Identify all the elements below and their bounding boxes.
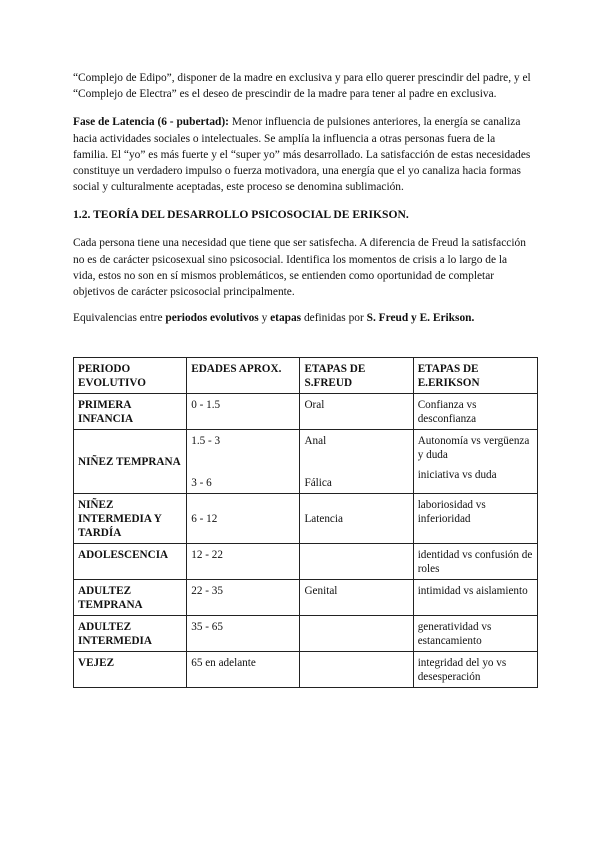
cell-erikson [413, 430, 537, 494]
cell-ages: 35 - 65 [187, 616, 300, 652]
cell-period: PRIMERA INFANCIA [74, 394, 187, 430]
paragraph-latencia [73, 114, 531, 195]
cell-freud-line2: Fálica [304, 477, 332, 490]
cell-erikson: intimidad vs aislamiento [413, 580, 537, 616]
cell-ages: 6 - 12 [187, 494, 300, 544]
cell-period: ADULTEZ INTERMEDIA [74, 616, 187, 652]
cell-ages-line2: 3 - 6 [191, 477, 212, 490]
cell-period: VEJEZ [74, 652, 187, 688]
paragraph-erikson: Cada persona tiene una necesidad que tiene que ser satisfecha. A diferencia de Freud la satisfacción no es de carácter psicosexual sino psicosocial. Identifica los momentos de crisis a lo largo de la vida, estos no son en sí mismos problemáticos, se entienden como oportunidad de completar objetivos de carácter psicosocial principalmente. [73, 237, 526, 299]
table-row [74, 616, 538, 652]
paragraph-equivalencias [73, 310, 531, 326]
cell-period: NIÑEZ TEMPRANA [74, 430, 187, 494]
cell-erikson-line1: Autonomía vs vergüenza y duda [417, 435, 530, 462]
cell-ages: 65 en adelante [187, 652, 300, 688]
equivalencias-table [73, 357, 538, 688]
cell-period: ADOLESCENCIA [74, 544, 187, 580]
cell-freud [300, 652, 413, 688]
cell-freud [300, 430, 413, 494]
header-edades: EDADES APROX. [187, 358, 300, 394]
cell-freud [300, 616, 413, 652]
table-row [74, 580, 538, 616]
cell-erikson: identidad vs confusión de roles [413, 544, 537, 580]
table-row [74, 394, 538, 430]
cell-freud: Oral [300, 394, 413, 430]
header-freud: ETAPAS DE S.FREUD [300, 358, 413, 394]
cell-freud: Latencia [300, 494, 413, 544]
cell-freud [300, 544, 413, 580]
cell-erikson-line2: iniciativa vs duda [417, 469, 497, 482]
cell-erikson: integridad del yo vs desesperación [413, 652, 537, 688]
cell-freud: Genital [300, 580, 413, 616]
equiv-text-e: definidas por [301, 312, 367, 325]
table-header-row [74, 358, 538, 394]
paragraph-edipo: “Complejo de Edipo”, disponer de la madre en exclusiva y para ello querer prescindir del padre, y el “Complejo de Electra” es el deseo de prescindir de la madre para tener al padre en exclusiva. [73, 72, 531, 101]
cell-ages-line1: 1.5 - 3 [191, 435, 221, 448]
cell-period: NIÑEZ INTERMEDIA Y TARDÍA [74, 494, 187, 544]
table-row [74, 544, 538, 580]
table-row [74, 430, 538, 494]
latencia-text: Menor influencia de pulsiones anteriores, la energía se canaliza hacia actividades sociales o intelectuales. Se amplía la influencia a otras personas fuera de la familia. El “yo” es más fuerte y el “super yo” más desarrollado. La satisfacción de estas necesidades constituye un verdadero impulso o fuerza motivadora, una energía que el yo canaliza hacia formas social y culturalmente aceptadas, este proceso se denomina sublimación. [73, 116, 531, 194]
cell-erikson: laboriosidad vs inferioridad [413, 494, 537, 544]
latencia-label: Fase de Latencia (6 - pubertad): [73, 116, 229, 129]
cell-ages: 0 - 1.5 [187, 394, 300, 430]
table-row [74, 494, 538, 544]
header-periodo: PERIODO EVOLUTIVO [74, 358, 187, 394]
cell-ages: 12 - 22 [187, 544, 300, 580]
cell-erikson: generatividad vs estancamiento [413, 616, 537, 652]
equiv-bold-authors: S. Freud y E. Erikson. [366, 312, 475, 325]
header-erikson: ETAPAS DE E.ERIKSON [413, 358, 537, 394]
cell-freud-line1: Anal [304, 435, 327, 448]
equiv-bold-etapas: etapas [270, 312, 302, 325]
document-page [73, 70, 531, 688]
section-heading: 1.2. TEORÍA DEL DESARROLLO PSICOSOCIAL DE ERIKSON. [73, 208, 409, 222]
table-row [74, 652, 538, 688]
equiv-text-a: Equivalencias entre [73, 312, 166, 325]
cell-ages [187, 430, 300, 494]
equiv-text-c: y [258, 312, 271, 325]
cell-period: ADULTEZ TEMPRANA [74, 580, 187, 616]
equiv-bold-periodos: periodos evolutivos [165, 312, 259, 325]
cell-erikson: Confianza vs desconfianza [413, 394, 537, 430]
cell-ages: 22 - 35 [187, 580, 300, 616]
